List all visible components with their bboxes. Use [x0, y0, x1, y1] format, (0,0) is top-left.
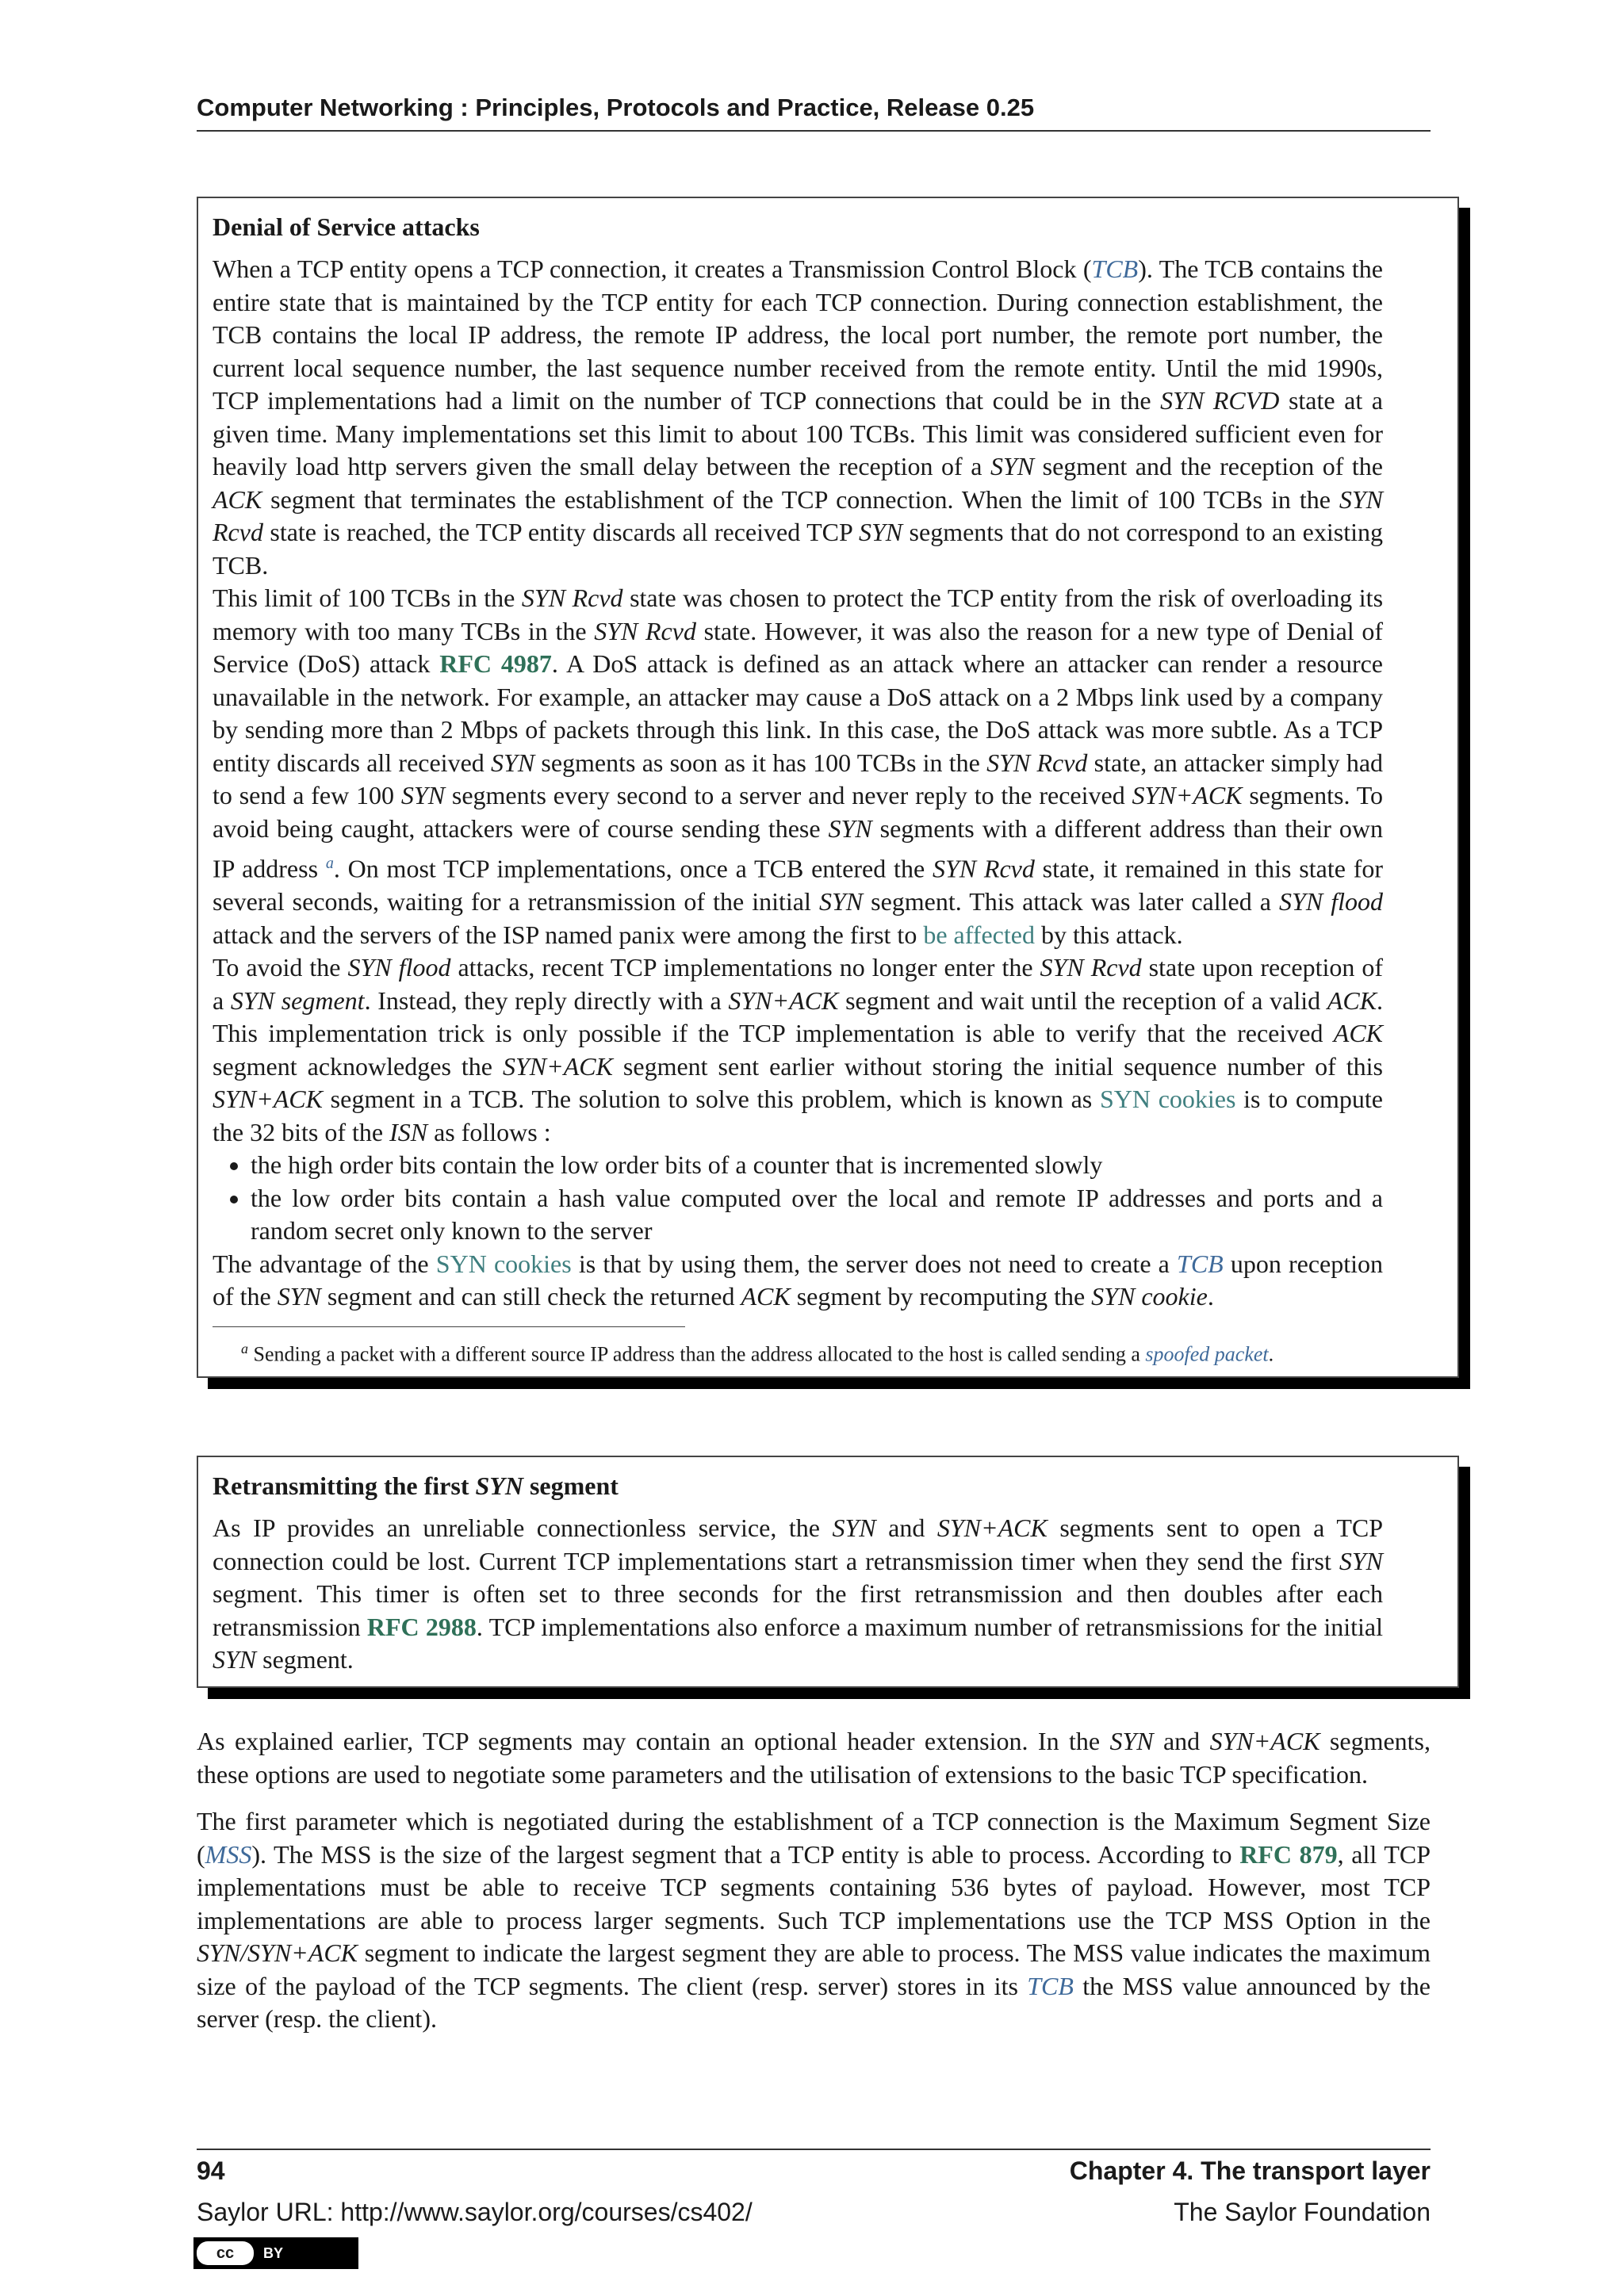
spoofed-packet-link[interactable]: spoofed packet [1145, 1342, 1269, 1366]
by-label: BY [263, 2244, 284, 2261]
dos-box-title: Denial of Service attacks [213, 212, 480, 241]
rfc-2988-link[interactable]: RFC 2988 [366, 1612, 477, 1641]
body-paragraph-options: As explained earlier, TCP segments may contain an optional header extension. In the SYN and SYN+ACK segments, these options are used to negotiate some parameters and the utilisation of extensions to the basic TCP specification. [197, 1727, 1431, 1789]
saylor-foundation: The Saylor Foundation [1174, 2198, 1431, 2226]
tcb-glossary-link[interactable]: TCB [1091, 254, 1139, 283]
footer-divider [197, 2149, 1431, 2150]
tcb-glossary-link-2[interactable]: TCB [1177, 1249, 1224, 1278]
retx-box-title: Retransmitting the first SYN segment [213, 1471, 619, 1500]
isn-bullet-list [213, 1149, 1383, 1248]
retx-paragraph: As IP provides an unreliable connectionless service, the SYN and SYN+ACK segments sent to open a TCP connection could be lost. Current TCP implementations start a retransmission timer when they send the first SYN segment. This timer is often set to three seconds for the first retransmission and then doubles after each retransmission RFC 2988. TCP implementations also enforce a maximum number of retransmissions for the initial SYN segment. [213, 1513, 1384, 1674]
list-item: • the high order bits contain the low order bits of a counter that is incremented slowly [251, 1149, 1383, 1182]
rfc-879-link[interactable]: RFC 879 [1239, 1839, 1338, 1869]
list-item: • the low order bits contain a hash value computed over the local and remote IP addresses and ports and a random secret only known to the server [251, 1182, 1383, 1248]
cc-by-license-icon [193, 2237, 358, 2269]
be-affected-link[interactable]: be affected [923, 920, 1035, 949]
main-body [197, 1725, 1431, 2036]
saylor-url: Saylor URL: http://www.saylor.org/courses/cs402/ [197, 2198, 753, 2226]
retransmitting-syn-box [197, 1456, 1459, 1688]
dos-paragraph-2: This limit of 100 TCBs in the SYN Rcvd state was chosen to protect the TCP entity from the risk of overloading its memory with too many TCBs in the SYN Rcvd state. However, it was also the reason for a new type of Denial of Service (DoS) attack RFC 4987. A DoS attack is defined as an attack where an attacker can render a resource unavailable in the network. For example, an attacker may cause a DoS attack on a 2 Mbps link used by a company by sending more than 2 Mbps of packets through this link. In this case, the DoS attack was more subtle. As a TCP entity discards all received SYN segments as soon as it has 100 TCBs in the SYN Rcvd state, an attacker simply had to send a few 100 SYN segments every second to a server and never reply to the received SYN+ACK segments. To avoid being caught, attackers were of course sending these SYN segments with a different address than their own IP address $^a$. On most TCP implementations, once a TCB entered the SYN Rcvd state, it remained in this state for several seconds, waiting for a retransmission of the initial SYN segment. This attack was later called a SYN flood attack and the servers of the ISP named panix were among the first to be affected by this attack. [213, 584, 1384, 949]
cc-icon: cc [197, 2241, 254, 2265]
dos-attacks-box [197, 197, 1459, 1378]
syn-cookies-link-2[interactable]: SYN cookies [435, 1249, 572, 1278]
syn-cookies-link[interactable]: SYN cookies [1099, 1085, 1236, 1114]
body-paragraph-mss: The first parameter which is negotiated during the establishment of a TCP connection is the Maximum Segment Size (MSS). The MSS is the size of the largest segment that a TCP entity is able to process. According to RFC 879, all TCP implementations must be able to receive TCP segments containing 536 bytes of payload. However, most TCP implementations are able to process larger segments. Such TCP implementations use the TCP MSS Option in the SYN/SYN+ACK segment to indicate the largest segment they are able to process. The MSS value indicates the maximum size of the payload of the TCP segments. The client (resp. server) stores in its TCB the MSS value announced by the server (resp. the client). [197, 1807, 1431, 2033]
rfc-4987-link[interactable]: RFC 4987 [439, 649, 552, 678]
dos-paragraph-1: When a TCP entity opens a TCP connection, it creates a Transmission Control Block (TCB). The TCB contains the entire state that is maintained by the TCP entity for each TCP connection. During connection establishment, the TCB contains the local IP address, the remote IP address, the local port number, the remote port number, the current local sequence number, the last sequence number received from the remote entity. Until the mid 1990s, TCP implementations had a limit on the number of TCP connections that could be in the SYN RCVD state at a given time. Many implementations set this limit to about 100 TCBs. This limit was considered sufficient even for heavily load http servers given the small delay between the reception of a SYN segment and the reception of the ACK segment that terminates the establishment of the TCP connection. When the limit of 100 TCBs in the SYN Rcvd state is reached, the TCP entity discards all received TCP SYN segments that do not correspond to an existing TCB. [213, 254, 1384, 580]
footnote: $^a$ Sending a packet with a different source IP address than the address allocated to the host is called sending a spoofed packet. [241, 1340, 1274, 1366]
mss-glossary-link[interactable]: MSS [205, 1839, 252, 1869]
dos-paragraph-4: The advantage of the SYN cookies is that by using them, the server does not need to create a TCB upon reception of the SYN segment and can still check the returned ACK segment by recomputing the SYN cookie. [213, 1249, 1384, 1311]
chapter-title: Chapter 4. The transport layer [1069, 2156, 1431, 2185]
page-number: 94 [197, 2156, 225, 2185]
dos-paragraph-3: To avoid the SYN flood attacks, recent TCP implementations no longer enter the SYN Rcvd state upon reception of a SYN segment. Instead, they reply directly with a SYN+ACK segment and wait until the reception of a valid ACK. This implementation trick is only possible if the TCP implementation is able to verify that the received ACK segment acknowledges the SYN+ACK segment sent earlier without storing the initial sequence number of this SYN+ACK segment in a TCB. The solution to solve this problem, which is known as SYN cookies is to compute the 32 bits of the ISN as follows : [213, 953, 1384, 1146]
tcb-glossary-link-3[interactable]: TCB [1027, 1971, 1074, 2000]
footnote-ref-link[interactable]: a [325, 855, 334, 872]
running-header: Computer Networking : Principles, Protocols and Practice, Release 0.25 [197, 94, 1431, 132]
footnote-divider [213, 1326, 685, 1327]
